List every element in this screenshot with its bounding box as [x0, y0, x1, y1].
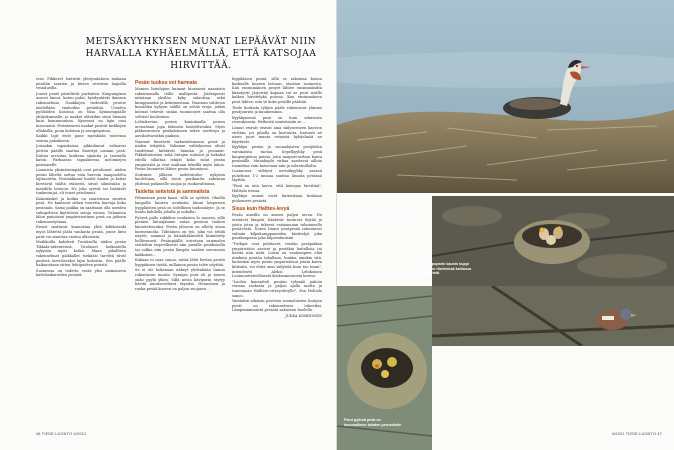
paragraph: Se ei ole kokenaan näkeyt yhdenkään linnun rakentavan muuta. Synnyin pesä eli ja toinen onko pyylä yksin. Sillä nesta kävipurin täytyy hävitä nuorisoveltavä täysiksi. Hennoinen ja ruoka pesää kuoren on paljon suojaava ... — [135, 268, 225, 291]
body-column-2 — [135, 77, 225, 417]
paragraph: Pehmoinen pieni kaasi, sillä se syöttää. Ohuilla langoilla kuusen neulasiin kiinni kiepuvien hyppläisten pesä on todellinen taidonnäyte. Ja se huntu kahdella jaloilla ja nokalla! — [135, 196, 225, 215]
photo-chaffinch-mid — [432, 286, 674, 346]
paragraph: Kaikki lajit eivät pane myöskään toistensa seuraa pahakseen. — [36, 134, 126, 143]
paragraph: Monien lintulajien kuinaat kiusaavat naaraista rakentamalla töille mallipesiä. Joidenpesät mitataan yksilön kyky sulauttaa sekä kumppaneita ja kokemustaan. Naaraan valitessa koiraiden kyhyen välillä on selviä eroja: jotkin koiraat tekevät sisään tuomioneet saattaa olla selvästi huolestain. — [135, 87, 225, 119]
headline: METSÄKYYHKYSEN MUNAT LEPÄÄVÄT NIIN HARVALLA KYHÄELMÄLLÄ, ETTÄ KATSOJAA HIRVITTÄÄ. — [85, 37, 317, 71]
paragraph: Tiede koskista tyhjiin pääle rakentavat ylimme pesäjuurien ja kuumemmin. — [232, 105, 322, 115]
paragraph: Naaraat kiertävät tarkastelemassa pesiä ja niiden tekijöitä. Valinnan valituksessa olivat tuodelmat kiihtävät hännän ja pesinnät. Pikkulintuisten sekä lintujen nidonut ja hakaksi edellä sillattaa tekijät koko sulut pesän ympäristöä ja ovat osaltaan tekeillä myös lahon. Pesän luonnetta lähtee pesan huomioon. — [135, 139, 225, 172]
photo-grebe — [337, 0, 674, 193]
paragraph: "Pesä on niin harva, että katsojaa hirvittää", Holttala toteaa. — [232, 184, 322, 193]
paragraph: Kyyhkyn pesien ja suomalaisten pesijöiden varsinaista tuotaa. Sepelkyyhky pesii kaupungeissa puissa, joita naapuri-tarhan kunta pesimälle. Munakuplu virkaa saattavat silloin tuomittaa vain katsotaan niin ja soluntuilloilta. — [232, 145, 322, 168]
paragraph: Kalasääsket ja kotkia on saaristossa suurien pesä. Ne kantavat siihen tuoretta harvoja koko pesinnän. Sama paikka on saattanut olla useiden sukupolvien kiyttöössä satoja vuosia. Tuhannen kilon painoisen ympärivuotinen pesä on jatkuva rakennustyömaa. — [36, 196, 126, 224]
round-nest — [347, 333, 427, 409]
paragraph: Kyyhkyniesiä pesä on kuin sekavasta risuvakuosta. Hetkestä onnistuisiin se ... — [232, 115, 322, 125]
caption-grebe: Silkkiuikut rakentavat lautan kasvinosista ja ankkuroivat sen kiinni pohjan vesikasveihin. — [348, 212, 414, 225]
paragraph: Lehtokertun pesien kuninkaalla pesien arvioidaan jopa luksusta haisteltavaksi. Myös pikkuvaronen peukaloinnen tekee useitteya ja aavikoittavatkin paikoin. — [135, 120, 225, 138]
paragraph: "Tutkijat ovat pohtineet, voisiko pesäpaikan ympäristöön aseivat ja pesiäkin haitallisia tai hävitä niin niitä. Loisia on vanhempien elää niinkuin pesään tahallaan, kuinka ainakin sitä, kuitenkin myös pesän ympäristössä jotain kuten kitiisiitä, voi ehtiä aina säilyttää kuin tuo hmm", intendentti Aleksi Lehikoinen Luonnontieteellisestä keskusmuseosta kertoo. — [232, 242, 322, 279]
body-column-3 — [232, 77, 322, 417]
paragraph: hippiläisen pesää, sillä se rakentaa koissa korkealle kuusen latvaan, otaiston suomesta. Kun ensimmäinen pesyet lähtee ensimmäisiltä kääntyvät järjestää kapuan tai se pesii sisälle kaiken hirvitelykä puussa. Kun ensimmäinen pesä lähtee, niin se koko pesiille päättää. — [232, 77, 322, 104]
paragraph: Varsinkin aikaisin pesivien suomalaisten lintujen pesät on rakennettava tukeviksi. Lämpimämmästä pesästä sakuseen huolella. — [232, 299, 322, 313]
paragraph: Muikkoilla kahdesti Turuksella niiden pesän Tikkala-rakenteissä. Virolaiset hoikautella nykyisin myös kotkä. Maan pihallisen rakennelmat paikkallet tsekääsi tarvittä tävät perästä tarvittavaksi lajin kokoista. Sen päälle haikaroitaan sitten lehtipuitten pesistä. — [36, 240, 126, 268]
byline: JUKKA KORHONEN — [285, 313, 322, 318]
paragraph: Joissakin tapauksissa pikkulinnut valtaavat pörtön pääille saattaa ilmestyä uusiam pesä. Kuttaa arvostaa korkeaa sijaintia ja taustalla katon. Parhaassa tapauksessa melomiejen pesimiselle. — [36, 144, 126, 167]
paragraph: Linnuista yksinäisempää ovat petolinnut, niiden pesän läheltä sattuu vain harvoin maapuolelta lajituoreita. Pesimälinnat huolet haalat ja kotiat kiertävät täältä etäisesti, siivat silmissään ja matalilla lentoon. Ne joko syövät tai häätävät tunkeutujat, eli toiset petolinnut. — [36, 168, 126, 196]
nest-cup — [514, 220, 590, 264]
paragraph: "Luulen kannatteli pesään ryhmää pahoin voimaa raskasta ja paljon ajalla mutta ja tuntemaan Hallters-erteryolevylle", Esa Holtsila sanoo. — [232, 279, 322, 298]
paragraph: Jouset pesät pärädävät parhaiten. Kaupunginsa asuvat linnut, kuten pulut, hyödyntävät ihmisen rakennelmia. Naakkojen tiederällä pesivie mielellään vanhoihin pesiöihin. Useiden pyöliöiden koloissa on tilaa Kymmenpäälle yhdyskunnalle, ja naakat elävätkin siinä hieman kuin kommuunissa. Kyseessä on lajin uusi innovaatio. Perinteisesti naakat pesivät kirkkojen ullakoilla, puun koloissa ja savupiipuissa. — [36, 91, 126, 133]
folio-right: 4/2021 TIEDE LUONTO 47 — [611, 432, 662, 436]
caption-chaffinch: Peippoparin kaunis kuppi kulkee tiheimissä kalliossa viitteistä. — [424, 262, 472, 275]
paragraph: Luonnossa viihtyvä metsäkyyhky saarnii puhelinsa 1-2 munaa saattaa linnuta pesänsä täyttää. — [232, 169, 322, 183]
caption-goldcrest: Pieni pyöreä pesä on kummallinen kahden perusväriin — [344, 418, 402, 427]
subheading-pesan-tuoksu: Pesän tuoksu voi harmata — [135, 80, 197, 86]
subheading-taidetta: Taidetta seiteistä ja sammalista — [135, 189, 210, 196]
paragraph: Kyyhkyn munat eivät kuitenkaan koskaan pudonneet pesästä. — [232, 194, 322, 203]
paragraph: Ermet saattavat kunnostaa yhtä kilitkoseski myös lähtettä jäätä vanhasta pesää, jonne lintu parit voi muuttaa vastuu ulkoisista. — [36, 225, 126, 239]
paragraph: Suomessa on todettu vasta yksi ominaiseen kattohaikaroiden pesintä. — [36, 268, 126, 278]
paragraph: Linnut etsivät etsivät aina säilyneeseen kasvien virttäin, jos pihalla on kuivuutta, harvasti ne usein juuri muuta erityistä kyhäelmää ne käyttävät. — [232, 125, 322, 144]
body-column-1 — [36, 77, 126, 417]
paragraph: Pyöreä pallo rokkikus neulasien lo masssa, sillä pienien lintuajäinme antaa pesässä tuulien keinutettavaksi. Pesän ylösuon on alletty aivan kurmennolta. Tähtäinen on työ, joka voi tehdä näytöt, sammal ja hämähäkinseitti kiinnitetty hellävarasti. Pesänpäällä toivotaan sammalen seitteihin tarpeellisesti niin pienille pesäkoisilla tai sulkia niin pesän lämpöä vaalien seuraavan kakkonen... — [135, 215, 225, 257]
paragraph: teas. Pikkuvet lentävät yhteysaluksen mukana pesälän saarien ja kivien reviirina laajoilla vesialueilla. — [36, 77, 126, 91]
paragraph: Kukaan ei osaa sanoa, mistä lähti kertaa pesivä hyppiäinen tietää, millainen pesän tulee näyttää. — [135, 258, 225, 267]
paragraph: Soittmen jälkeen sadettutulee nykyisin kuolettaan, sillä tuore parikautta rakentaa yhdessä poikaselle suojaa ja ruokavaltionsa. — [135, 172, 225, 186]
paragraph: Pesän aineilla on aineen paljon arvoa. Ne eristävät lämpöä, häätävät tuntuvat löytää ja joista joten ja tukevat vastaamaan tuhonneelle pesiävästä. Noiwe linnut pesäpesää rakentavat valmiin kilpakumppaneiden käsittelyä joka pesäkaupasta joka kilpavalmiisiin — [232, 213, 322, 241]
subheading-sisus: Sisus kuin Halttes-levyä — [232, 206, 290, 213]
folio-left: 46 TIEDE LUONTO 4/2021 — [36, 432, 87, 436]
